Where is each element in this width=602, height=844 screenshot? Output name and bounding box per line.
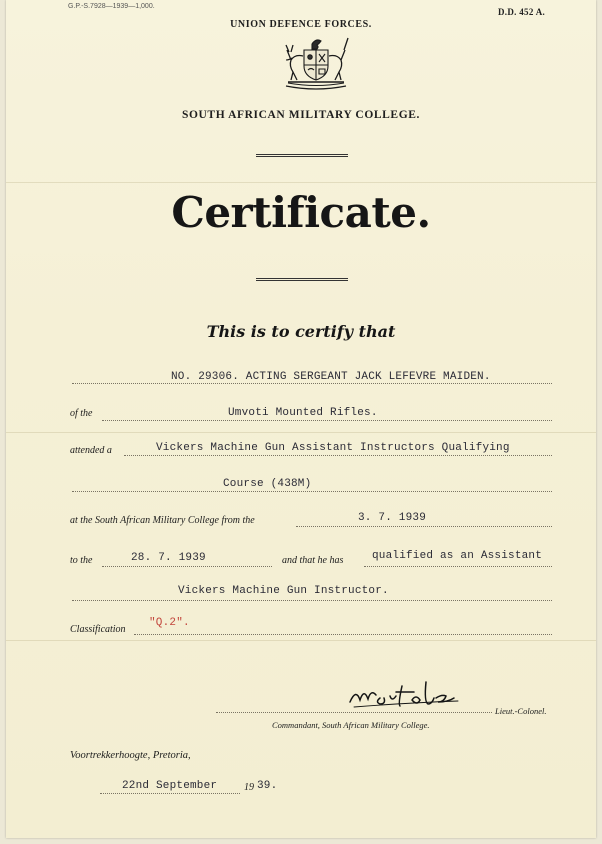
place: Voortrekkerhoogte, Pretoria, — [70, 750, 191, 761]
certificate-title: Certificate. — [171, 188, 431, 237]
paper-fold — [6, 182, 596, 183]
name-dotted-line — [72, 383, 552, 384]
paper-fold — [6, 640, 596, 641]
result-dotted-line — [364, 566, 552, 567]
year-prefix: 19 — [244, 782, 254, 793]
college-heading: SOUTH AFRICAN MILITARY COLLEGE. — [181, 109, 420, 121]
signatory-title: Commandant, South African Military College. — [272, 720, 430, 730]
decorative-rule — [256, 154, 348, 157]
classification-label: Classification — [70, 624, 126, 635]
to-date: 28. 7. 1939 — [131, 552, 206, 564]
from-dotted-line — [296, 526, 552, 527]
handwritten-signature — [346, 676, 466, 712]
year-suffix: 39. — [257, 780, 278, 792]
date-dotted-line — [100, 793, 240, 794]
course-dotted-line — [124, 455, 552, 456]
form-code: D.D. 452 A. — [498, 7, 546, 17]
course-dotted-line-2 — [72, 491, 552, 492]
organisation-heading: UNION DEFENCE FORCES. — [230, 19, 372, 30]
result-line-1: qualified as an Assistant — [372, 550, 543, 562]
date-typed: 22nd September — [122, 780, 218, 792]
result-line-2: Vickers Machine Gun Instructor. — [178, 585, 389, 597]
paper-fold — [6, 432, 596, 433]
signatory-rank: Lieut.-Colonel. — [495, 706, 547, 716]
signature-dotted-line — [216, 712, 492, 713]
coat-of-arms-icon — [278, 36, 354, 90]
attended-label: attended a — [70, 445, 112, 456]
of-label: of the — [70, 408, 93, 419]
certify-line: This is to certify that — [206, 322, 396, 341]
certificate-paper — [6, 0, 596, 838]
classification-dotted-line — [134, 634, 552, 635]
classification-value: "Q.2". — [149, 617, 190, 629]
to-label: to the — [70, 555, 93, 566]
and-label: and that he has — [282, 555, 344, 566]
course-line-2: Course (438M) — [223, 478, 312, 490]
unit-name: Umvoti Mounted Rifles. — [228, 407, 378, 419]
print-code: G.P.-S.7928—1939—1,000. — [68, 3, 155, 10]
course-line-1: Vickers Machine Gun Assistant Instructors Qualifying — [156, 442, 510, 454]
to-dotted-line — [102, 566, 272, 567]
from-date: 3. 7. 1939 — [358, 512, 427, 524]
recipient-name: NO. 29306. ACTING SERGEANT JACK LEFEVRE MAIDEN. — [171, 371, 491, 383]
unit-dotted-line — [102, 420, 552, 421]
from-label: at the South African Military College from the — [70, 515, 255, 526]
result-dotted-line-2 — [72, 600, 552, 601]
decorative-rule — [256, 278, 348, 281]
